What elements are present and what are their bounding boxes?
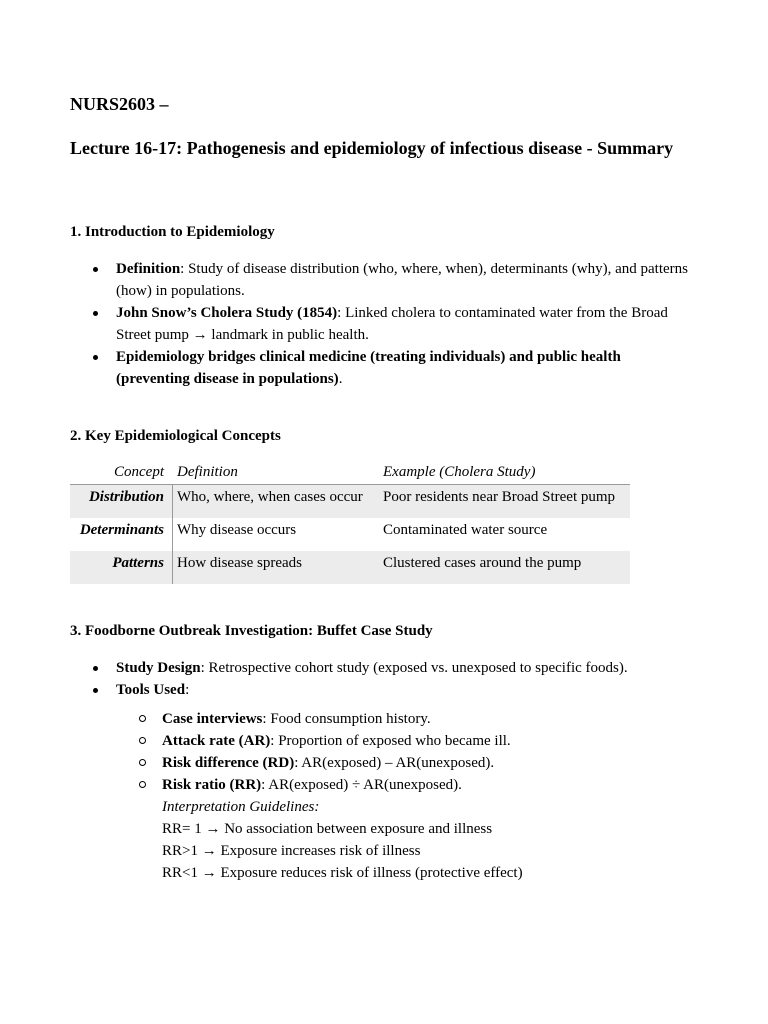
term-description: : AR(exposed) ÷ AR(unexposed).: [261, 777, 462, 793]
term: Study Design: [116, 660, 201, 676]
term: John Snow’s Cholera Study (1854): [116, 305, 338, 321]
term: Risk ratio (RR): [162, 777, 262, 793]
list-item-definition: [116, 258, 696, 302]
table-cell-concept: Patterns: [112, 555, 164, 571]
lecture-title: Lecture 16-17: Pathogenesis and epidemiology of infectious disease - Summary: [70, 138, 674, 158]
table-header-definition: Definition: [177, 464, 238, 480]
term-description: : Study of disease distribution (who, where, when), determinants (why), and patterns (how) in populations.: [116, 261, 688, 299]
interpretation-heading: Interpretation Guidelines:: [162, 799, 320, 815]
table-cell-concept: Distribution: [88, 489, 164, 505]
list-item-john-snow: [116, 302, 706, 346]
table-row: [70, 551, 630, 584]
term-description: :: [185, 682, 190, 698]
bullet-icon: [93, 267, 98, 272]
interpretation-line: RR= 1 → No association between exposure and illness: [162, 821, 493, 837]
table-header-example: Example (Cholera Study): [383, 464, 536, 480]
table-row: [70, 485, 630, 518]
section-heading-introduction: 1. Introduction to Epidemiology: [70, 224, 275, 240]
table-cell-example: Contaminated water source: [383, 522, 548, 538]
bullet-icon: [93, 311, 98, 316]
term-description: : Linked cholera to contaminated water from the Broad Street pump → landmark in public health.: [116, 305, 668, 343]
list-item-tools-used: [116, 679, 616, 701]
table-column-rule: [172, 485, 173, 584]
sub-item-case-interviews: [162, 708, 682, 730]
term-description: : Retrospective cohort study (exposed vs. unexposed to specific foods).: [200, 660, 628, 676]
term: Definition: [116, 261, 181, 277]
table-header-concept: Concept: [114, 464, 164, 480]
term: Epidemiology bridges clinical medicine (treating individuals) and public health (preventing disease in populations): [116, 349, 621, 387]
bullet-icon: [93, 666, 98, 671]
sub-bullet-icon: [139, 781, 146, 788]
sub-bullet-icon: [139, 715, 146, 722]
section-heading-foodborne-outbreak: 3. Foodborne Outbreak Investigation: Buffet Case Study: [70, 623, 433, 639]
table-header-row: [70, 461, 630, 485]
section-heading-key-concepts: 2. Key Epidemiological Concepts: [70, 428, 281, 444]
term-description: : Proportion of exposed who became ill.: [270, 733, 511, 749]
interpretation-line: RR<1 → Exposure reduces risk of illness (protective effect): [162, 865, 523, 881]
term-description: .: [338, 371, 343, 387]
bullet-icon: [93, 688, 98, 693]
sub-item-risk-difference: [162, 752, 682, 774]
bullet-icon: [93, 355, 98, 360]
term: Case interviews: [162, 711, 263, 727]
term-description: : AR(exposed) – AR(unexposed).: [294, 755, 495, 771]
table-cell-example: Poor residents near Broad Street pump: [383, 489, 616, 505]
list-item-epidemiology-bridges: [116, 346, 676, 390]
table-cell-definition: Who, where, when cases occur: [177, 489, 363, 505]
sub-bullet-icon: [139, 737, 146, 744]
term: Tools Used: [116, 682, 186, 698]
sub-item-attack-rate: [162, 730, 682, 752]
table-cell-example: Clustered cases around the pump: [383, 555, 582, 571]
table-cell-definition: How disease spreads: [177, 555, 302, 571]
course-code: NURS2603 –: [70, 94, 169, 114]
table-cell-concept: Determinants: [79, 522, 164, 538]
term-description: : Food consumption history.: [262, 711, 431, 727]
table-cell-definition: Why disease occurs: [177, 522, 297, 538]
list-item-study-design: [116, 657, 716, 679]
interpretation-line: RR>1 → Exposure increases risk of illness: [162, 843, 421, 859]
term: Attack rate (AR): [162, 733, 271, 749]
sub-bullet-icon: [139, 759, 146, 766]
term: Risk difference (RD): [162, 755, 295, 771]
table-row: [70, 518, 630, 551]
sub-item-risk-ratio: [162, 774, 682, 796]
